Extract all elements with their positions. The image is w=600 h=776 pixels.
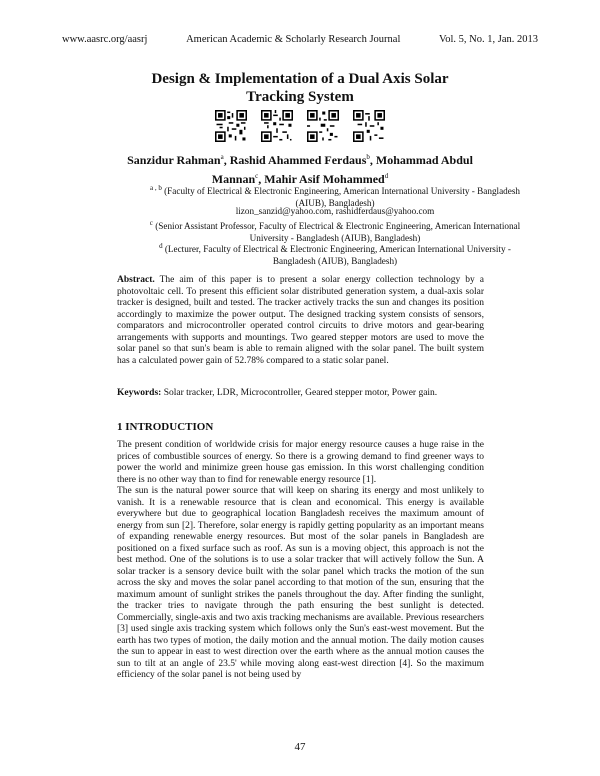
section-heading: 1 INTRODUCTION (117, 421, 214, 433)
qr-code-row (215, 110, 385, 142)
affiliation-superscript: a , b (149, 184, 162, 192)
journal-website: www.aasrc.org/aasrj (62, 34, 148, 45)
author-superscript: a (220, 153, 224, 161)
author-name: Sanzidur Rahman (127, 153, 221, 167)
keywords-text: Solar tracker, LDR, Microcontroller, Geared stepper motor, Power gain. (163, 388, 438, 398)
author-superscript: c (255, 172, 259, 180)
keywords-label: Keywords: (117, 388, 162, 398)
qr-code-icon (307, 110, 339, 142)
author-list: Sanzidur Rahman$^a$, Rashid Ahammed Ferdaus$^b$, Mohammad Abdul Mannan$^c$, Mahir Asif Mohammed$^d$ (127, 153, 473, 186)
running-header (62, 34, 538, 45)
journal-name: American Academic & Scholarly Research Journal (186, 34, 401, 45)
introduction-body (117, 440, 484, 682)
paper-title (100, 70, 500, 106)
journal-volume: Vol. 5, No. 1, Jan. 2013 (439, 34, 538, 45)
author-superscript: b (366, 153, 370, 161)
affiliation-superscript: d (159, 242, 163, 250)
abstract-label: Abstract. (117, 275, 155, 285)
author-name: Mohammad Abdul Mannan (211, 153, 473, 186)
title-line-2: Tracking System (246, 89, 354, 105)
author-emails: lizon_sanzid@yahoo.com, rashidferdaus@yahoo.com (235, 206, 435, 216)
author-name: Rashid Ahammed Ferdaus (229, 153, 367, 167)
abstract (117, 275, 484, 367)
affiliation-text: (Lecturer, Faculty of Electrical & Electronic Engineering, American International University - Bangladesh (AIUB), Bangladesh) (164, 244, 511, 266)
qr-code-icon (261, 110, 293, 142)
qr-code-icon (215, 110, 247, 142)
author-name: Mahir Asif Mohammed (264, 172, 385, 186)
author-superscript: d (384, 172, 389, 180)
keywords (117, 388, 484, 400)
title-line-1: Design & Implementation of a Dual Axis Solar (151, 71, 449, 87)
abstract-text: The aim of this paper is to present a solar energy collection technology by a photovoltaic cell. To present this efficient solar distributed generation system, a dual-axis solar tracker is designed, built and tested. The tracker actively tracks the sun and changes its position accordingly to maximize the power output. The designed tracking system consists of sensors, comparators and microcontroller operated control circuits to drive motors and gear-bearing arrangements with supports and mountings. Two geared stepper motors are used to move the solar panel so that sun's beam is able to remain aligned with the solar panel. The built system has a calculated power gain of 52.78% compared to a static solar panel. (117, 275, 484, 366)
affiliation-superscript: c (149, 219, 153, 227)
affiliation-text: (Senior Assistant Professor, Faculty of Electrical & Electronic Engineering, American International University - Bangladesh (AIUB), Bangladesh) (155, 221, 521, 243)
qr-code-icon (353, 110, 385, 142)
paragraph: The sun is the natural power source that will keep on sharing its energy and most unlikely to vanish. It is a renewable resource that is clean and economical. This energy is available everywhere but due to geographical location Bangladesh receives the maximum amount of energy from sun [2]. Therefore, solar energy is rapidly getting popularity as an important means of expanding renewable energy resources. But most of the solar panels in Bangladesh are positioned on a fixed surface such as roof. As sun is a moving object, this approach is not the best method. One of the solutions is to use a solar tracker that will actively follow the Sun. A solar tracker is a sensory device built with the solar panel which tracks the motion of the sun across the sky and moves the solar panel according to that motion of the sun, ensuring that the maximum amount of sunlight strikes the panels throughout the day. After finding the sunlight, the tracker tries to navigate through the path ensuring the best sunlight is detected. Commercially, single-axis and two axis tracking mechanisms are available. Previous researchers [3] used single axis tracking system which follows only the Sun's east-west movement. But the earth has two types of motion, the daily motion and the annual motion. The daily motion causes the sun to appear in east to west direction over the earth where as the annual motion causes the sun to tilt at an angle of 23.5' while moving along east-west direction [4]. So the maximum efficiency of the solar panel is not being used by (117, 486, 484, 680)
affiliation-text: (Faculty of Electrical & Electronic Engineering, American International University - Bangladesh (AIUB), Bangladesh) (164, 186, 521, 208)
paragraph: The present condition of worldwide crisis for major energy resource causes a huge raise in the prices of combustible sources of energy. So there is a growing demand to find greener ways to power the world and minimize green house gas emission. In this worst challenging condition there is no other way than to find for renewable energy resource [1]. (117, 440, 484, 485)
page-number: 47 (294, 741, 306, 753)
affiliation-d (145, 241, 525, 268)
